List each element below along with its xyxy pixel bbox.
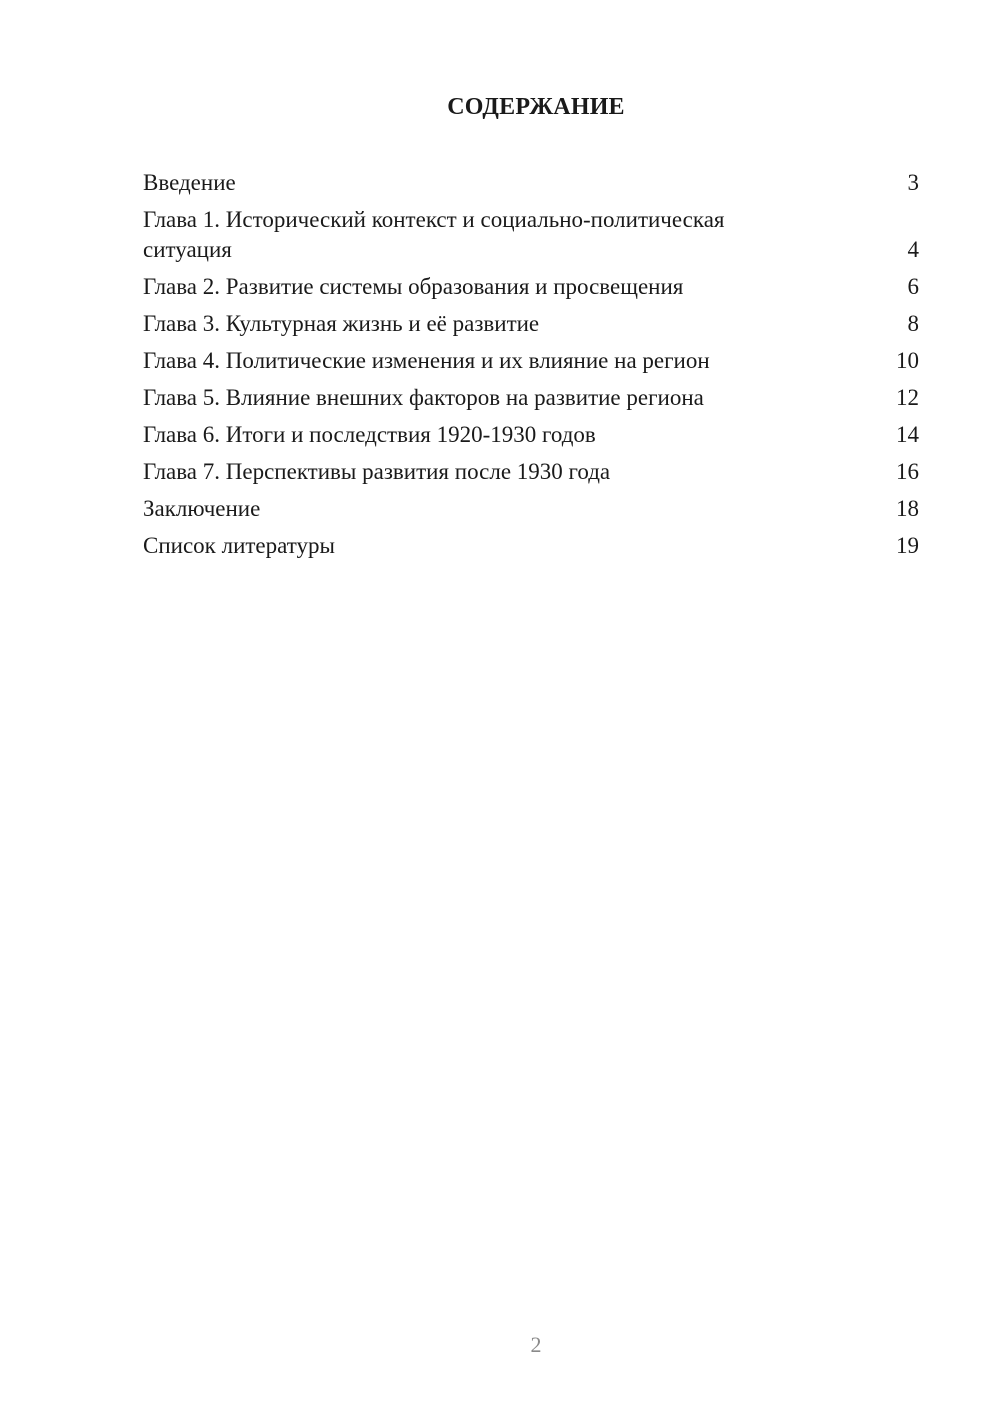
toc-entry-page: 18 bbox=[896, 496, 919, 521]
toc-entry-title: Глава 4. Политические изменения и их влияние на регион bbox=[143, 348, 710, 373]
toc-entry-title: Глава 2. Развитие системы образования и просвещения bbox=[143, 274, 684, 299]
toc-entry-title: Заключение bbox=[143, 496, 261, 521]
toc-entry-page: 6 bbox=[907, 274, 919, 299]
toc-entry-title: Глава 3. Культурная жизнь и её развитие bbox=[143, 311, 540, 336]
toc-entry-title: Список литературы bbox=[143, 533, 335, 558]
toc-entry-chapter-4[interactable] bbox=[143, 346, 919, 376]
toc-entry-page: 12 bbox=[896, 385, 919, 410]
toc-entry-chapter-1[interactable] bbox=[143, 205, 919, 265]
toc-entry-page: 16 bbox=[896, 459, 919, 484]
toc-entry-conclusion[interactable] bbox=[143, 494, 919, 524]
toc-entry-page: 3 bbox=[907, 170, 919, 195]
toc-entry-introduction[interactable] bbox=[143, 168, 919, 198]
toc-entry-page: 8 bbox=[907, 311, 919, 336]
toc-entry-chapter-5[interactable] bbox=[143, 383, 919, 413]
page-title: СОДЕРЖАНИЕ bbox=[447, 94, 625, 120]
toc-entry-chapter-6[interactable] bbox=[143, 420, 919, 450]
page-number: 2 bbox=[530, 1332, 542, 1357]
toc-entry-bibliography[interactable] bbox=[143, 531, 919, 561]
toc-entry-title: Глава 6. Итоги и последствия 1920-1930 годов bbox=[143, 422, 596, 447]
toc-entry-page: 10 bbox=[896, 348, 919, 373]
toc-entry-chapter-7[interactable] bbox=[143, 457, 919, 487]
toc-entry-page: 14 bbox=[896, 422, 919, 447]
toc-entry-title: Введение bbox=[143, 170, 236, 195]
toc-entry-chapter-3[interactable] bbox=[143, 309, 919, 339]
toc-entry-title: Глава 5. Влияние внешних факторов на развитие региона bbox=[143, 385, 704, 410]
toc-entry-page: 4 bbox=[907, 237, 919, 262]
toc-entry-page: 19 bbox=[896, 533, 919, 558]
toc-entry-title: Глава 1. Исторический контекст и социально-политическая ситуация bbox=[143, 207, 725, 262]
table-of-contents bbox=[143, 168, 919, 568]
toc-entry-title: Глава 7. Перспективы развития после 1930 года bbox=[143, 459, 611, 484]
toc-entry-chapter-2[interactable] bbox=[143, 272, 919, 302]
